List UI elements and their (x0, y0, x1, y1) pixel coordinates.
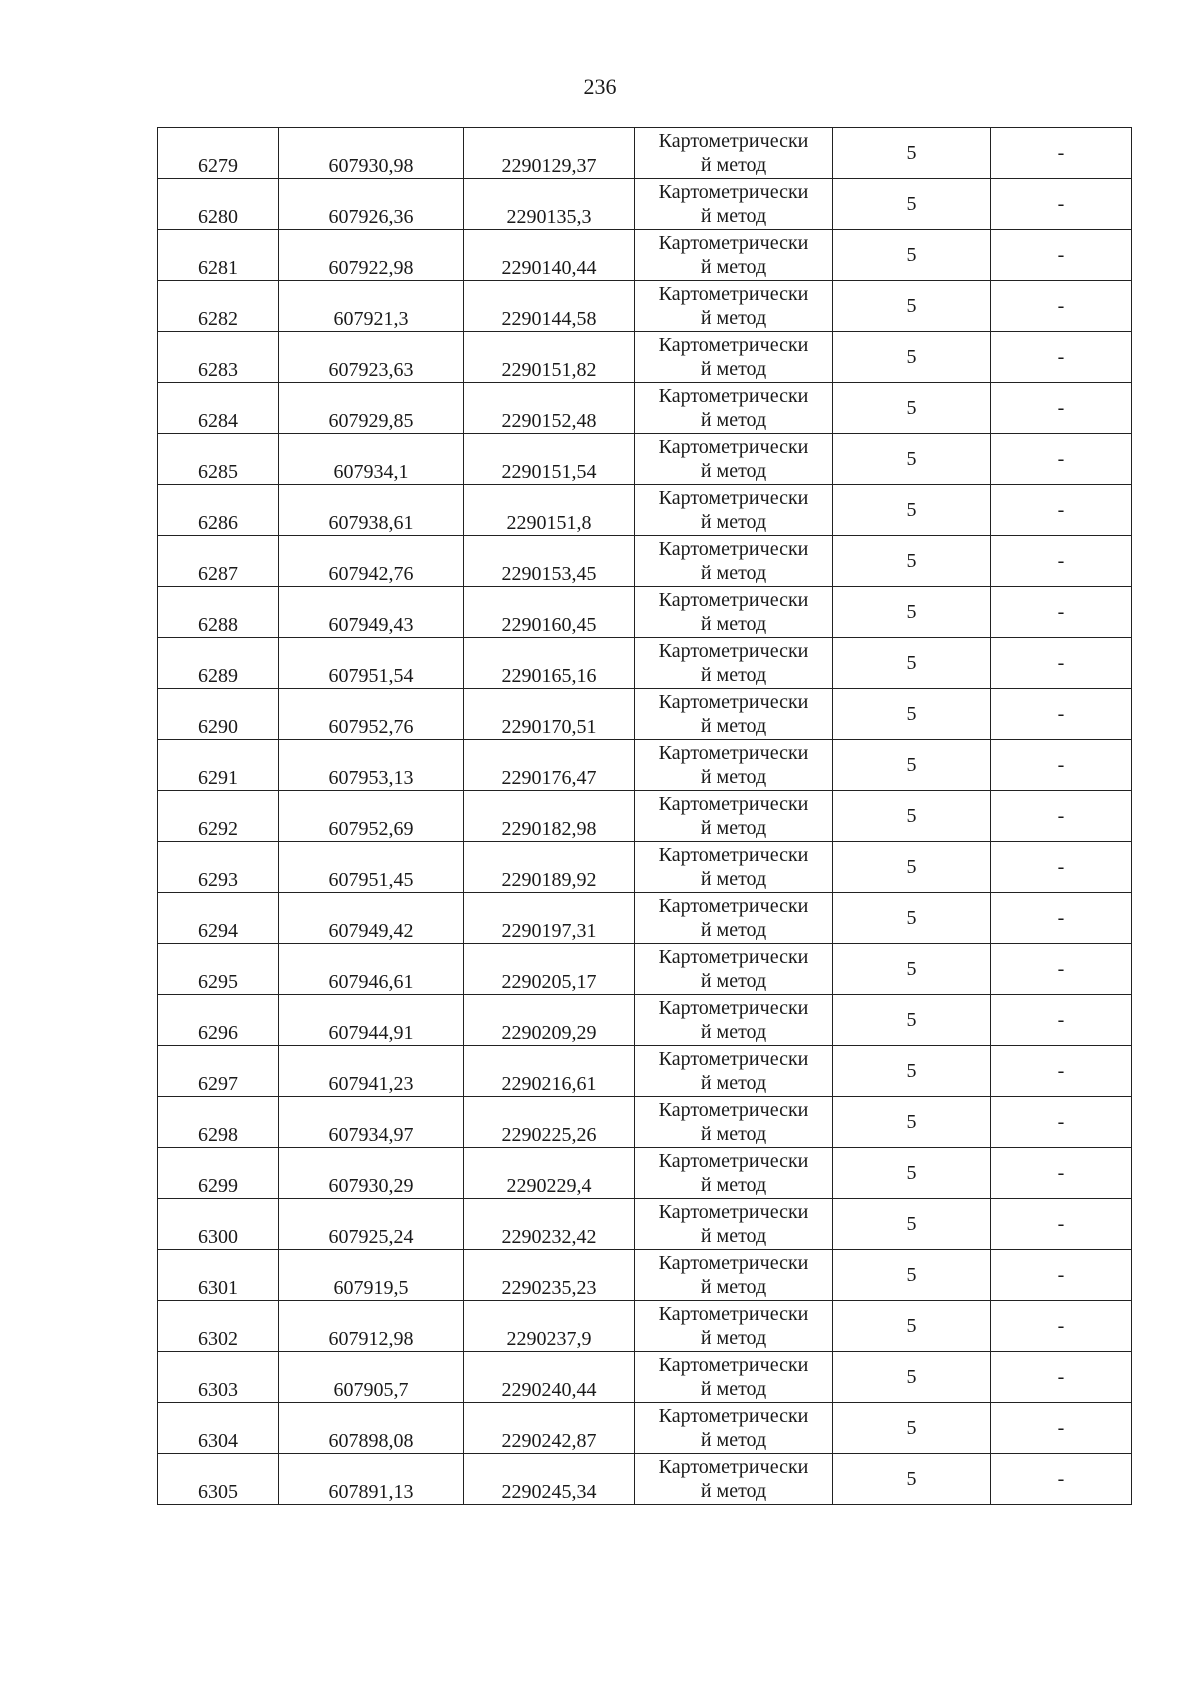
note-cell: - (991, 587, 1132, 638)
note-cell: - (991, 944, 1132, 995)
y-coordinate-cell: 2290232,42 (464, 1199, 635, 1250)
method-text-line: й метод (700, 613, 767, 635)
accuracy-cell: 5 (833, 638, 991, 689)
x-coordinate-cell: 607949,43 (279, 587, 464, 638)
y-coordinate-cell: 2290229,4 (464, 1148, 635, 1199)
method-text-line: й метод (700, 1225, 767, 1247)
point-number-cell: 6289 (158, 638, 279, 689)
table-row (158, 1250, 1132, 1301)
method-text-line: Картометрически (658, 1405, 809, 1427)
method-cell (635, 791, 833, 842)
note-cell: - (991, 1352, 1132, 1403)
method-text-line: Картометрически (658, 385, 809, 407)
point-number-cell: 6297 (158, 1046, 279, 1097)
accuracy-cell: 5 (833, 434, 991, 485)
method-text-line: й метод (700, 256, 767, 278)
y-coordinate-cell: 2290237,9 (464, 1301, 635, 1352)
method-cell (635, 536, 833, 587)
table-row (158, 1199, 1132, 1250)
point-number-cell: 6279 (158, 128, 279, 179)
table-row (158, 1301, 1132, 1352)
note-cell: - (991, 1301, 1132, 1352)
x-coordinate-cell: 607949,42 (279, 893, 464, 944)
method-text-line: Картометрически (658, 181, 809, 203)
method-cell (635, 1301, 833, 1352)
method-text-line: й метод (700, 766, 767, 788)
x-coordinate-cell: 607934,97 (279, 1097, 464, 1148)
method-text-line: й метод (700, 1378, 767, 1400)
accuracy-cell: 5 (833, 842, 991, 893)
note-cell: - (991, 179, 1132, 230)
y-coordinate-cell: 2290182,98 (464, 791, 635, 842)
method-cell (635, 1352, 833, 1403)
method-text-line: й метод (700, 154, 767, 176)
accuracy-cell: 5 (833, 383, 991, 434)
accuracy-cell: 5 (833, 230, 991, 281)
y-coordinate-cell: 2290245,34 (464, 1454, 635, 1505)
point-number-cell: 6301 (158, 1250, 279, 1301)
accuracy-cell: 5 (833, 128, 991, 179)
table-row (158, 791, 1132, 842)
method-cell (635, 281, 833, 332)
method-text-line: й метод (700, 970, 767, 992)
point-number-cell: 6293 (158, 842, 279, 893)
y-coordinate-cell: 2290144,58 (464, 281, 635, 332)
method-text-line: Картометрически (658, 895, 809, 917)
table-row (158, 995, 1132, 1046)
method-text-line: й метод (700, 1276, 767, 1298)
table-row (158, 842, 1132, 893)
note-cell: - (991, 1250, 1132, 1301)
note-cell: - (991, 995, 1132, 1046)
y-coordinate-cell: 2290140,44 (464, 230, 635, 281)
method-cell (635, 1097, 833, 1148)
point-number-cell: 6304 (158, 1403, 279, 1454)
table-row (158, 383, 1132, 434)
x-coordinate-cell: 607925,24 (279, 1199, 464, 1250)
point-number-cell: 6303 (158, 1352, 279, 1403)
point-number-cell: 6300 (158, 1199, 279, 1250)
x-coordinate-cell: 607952,76 (279, 689, 464, 740)
x-coordinate-cell: 607953,13 (279, 740, 464, 791)
method-text-line: й метод (700, 715, 767, 737)
y-coordinate-cell: 2290151,8 (464, 485, 635, 536)
note-cell: - (991, 128, 1132, 179)
method-text-line: й метод (700, 562, 767, 584)
y-coordinate-cell: 2290240,44 (464, 1352, 635, 1403)
note-cell: - (991, 1199, 1132, 1250)
y-coordinate-cell: 2290225,26 (464, 1097, 635, 1148)
accuracy-cell: 5 (833, 1046, 991, 1097)
table-row (158, 740, 1132, 791)
method-cell (635, 434, 833, 485)
method-text-line: й метод (700, 1480, 767, 1502)
method-text-line: Картометрически (658, 436, 809, 458)
accuracy-cell: 5 (833, 536, 991, 587)
x-coordinate-cell: 607951,54 (279, 638, 464, 689)
x-coordinate-cell: 607919,5 (279, 1250, 464, 1301)
method-text-line: Картометрически (658, 793, 809, 815)
x-coordinate-cell: 607922,98 (279, 230, 464, 281)
x-coordinate-cell: 607934,1 (279, 434, 464, 485)
accuracy-cell: 5 (833, 995, 991, 1046)
table-row (158, 179, 1132, 230)
y-coordinate-cell: 2290153,45 (464, 536, 635, 587)
table-row (158, 638, 1132, 689)
method-text-line: й метод (700, 460, 767, 482)
method-text-line: Картометрически (658, 487, 809, 509)
method-text-line: Картометрически (658, 1456, 809, 1478)
point-number-cell: 6288 (158, 587, 279, 638)
method-text-line: Картометрически (658, 1048, 809, 1070)
page-number: 236 (583, 74, 617, 99)
point-number-cell: 6298 (158, 1097, 279, 1148)
x-coordinate-cell: 607926,36 (279, 179, 464, 230)
note-cell: - (991, 434, 1132, 485)
method-cell (635, 1403, 833, 1454)
table-row (158, 332, 1132, 383)
method-text-line: й метод (700, 664, 767, 686)
accuracy-cell: 5 (833, 587, 991, 638)
accuracy-cell: 5 (833, 485, 991, 536)
y-coordinate-cell: 2290135,3 (464, 179, 635, 230)
method-text-line: Картометрически (658, 334, 809, 356)
method-text-line: й метод (700, 1174, 767, 1196)
method-cell (635, 842, 833, 893)
point-number-cell: 6286 (158, 485, 279, 536)
method-text-line: Картометрически (658, 640, 809, 662)
x-coordinate-cell: 607942,76 (279, 536, 464, 587)
y-coordinate-cell: 2290197,31 (464, 893, 635, 944)
accuracy-cell: 5 (833, 893, 991, 944)
point-number-cell: 6296 (158, 995, 279, 1046)
method-cell (635, 587, 833, 638)
point-number-cell: 6290 (158, 689, 279, 740)
y-coordinate-cell: 2290152,48 (464, 383, 635, 434)
x-coordinate-cell: 607921,3 (279, 281, 464, 332)
table-row (158, 1148, 1132, 1199)
y-coordinate-cell: 2290160,45 (464, 587, 635, 638)
note-cell: - (991, 842, 1132, 893)
method-text-line: Картометрически (658, 130, 809, 152)
point-number-cell: 6284 (158, 383, 279, 434)
x-coordinate-cell: 607930,98 (279, 128, 464, 179)
point-number-cell: 6285 (158, 434, 279, 485)
table-row (158, 434, 1132, 485)
method-cell (635, 485, 833, 536)
y-coordinate-cell: 2290209,29 (464, 995, 635, 1046)
x-coordinate-cell: 607944,91 (279, 995, 464, 1046)
table-row (158, 128, 1132, 179)
point-number-cell: 6283 (158, 332, 279, 383)
x-coordinate-cell: 607929,85 (279, 383, 464, 434)
method-text-line: й метод (700, 817, 767, 839)
method-text-line: Картометрически (658, 589, 809, 611)
table-row (158, 281, 1132, 332)
method-cell (635, 740, 833, 791)
note-cell: - (991, 281, 1132, 332)
coordinates-table (157, 127, 1132, 1505)
table-row (158, 1403, 1132, 1454)
table-row (158, 485, 1132, 536)
point-number-cell: 6280 (158, 179, 279, 230)
note-cell: - (991, 740, 1132, 791)
method-cell (635, 689, 833, 740)
note-cell: - (991, 1454, 1132, 1505)
table-row (158, 944, 1132, 995)
method-text-line: й метод (700, 1327, 767, 1349)
accuracy-cell: 5 (833, 1148, 991, 1199)
x-coordinate-cell: 607938,61 (279, 485, 464, 536)
note-cell: - (991, 383, 1132, 434)
method-text-line: й метод (700, 307, 767, 329)
method-cell (635, 995, 833, 1046)
note-cell: - (991, 485, 1132, 536)
x-coordinate-cell: 607951,45 (279, 842, 464, 893)
accuracy-cell: 5 (833, 281, 991, 332)
method-text-line: Картометрически (658, 538, 809, 560)
table-row (158, 1454, 1132, 1505)
accuracy-cell: 5 (833, 944, 991, 995)
method-cell (635, 383, 833, 434)
method-cell (635, 638, 833, 689)
note-cell: - (991, 1148, 1132, 1199)
method-cell (635, 332, 833, 383)
x-coordinate-cell: 607923,63 (279, 332, 464, 383)
x-coordinate-cell: 607891,13 (279, 1454, 464, 1505)
method-text-line: Картометрически (658, 1099, 809, 1121)
method-text-line: й метод (700, 358, 767, 380)
point-number-cell: 6294 (158, 893, 279, 944)
method-cell (635, 1250, 833, 1301)
table-row (158, 1097, 1132, 1148)
y-coordinate-cell: 2290151,54 (464, 434, 635, 485)
method-cell (635, 893, 833, 944)
x-coordinate-cell: 607952,69 (279, 791, 464, 842)
point-number-cell: 6305 (158, 1454, 279, 1505)
method-cell (635, 179, 833, 230)
note-cell: - (991, 230, 1132, 281)
point-number-cell: 6282 (158, 281, 279, 332)
accuracy-cell: 5 (833, 1454, 991, 1505)
method-text-line: й метод (700, 1021, 767, 1043)
method-text-line: Картометрически (658, 1354, 809, 1376)
y-coordinate-cell: 2290176,47 (464, 740, 635, 791)
y-coordinate-cell: 2290189,92 (464, 842, 635, 893)
note-cell: - (991, 536, 1132, 587)
y-coordinate-cell: 2290205,17 (464, 944, 635, 995)
table-body (158, 128, 1132, 1505)
note-cell: - (991, 1046, 1132, 1097)
note-cell: - (991, 791, 1132, 842)
table-row (158, 230, 1132, 281)
y-coordinate-cell: 2290170,51 (464, 689, 635, 740)
y-coordinate-cell: 2290165,16 (464, 638, 635, 689)
x-coordinate-cell: 607941,23 (279, 1046, 464, 1097)
method-text-line: Картометрически (658, 232, 809, 254)
y-coordinate-cell: 2290216,61 (464, 1046, 635, 1097)
x-coordinate-cell: 607912,98 (279, 1301, 464, 1352)
method-text-line: Картометрически (658, 1201, 809, 1223)
method-text-line: й метод (700, 1429, 767, 1451)
method-text-line: Картометрически (658, 283, 809, 305)
accuracy-cell: 5 (833, 740, 991, 791)
table-row (158, 1046, 1132, 1097)
note-cell: - (991, 1403, 1132, 1454)
y-coordinate-cell: 2290242,87 (464, 1403, 635, 1454)
x-coordinate-cell: 607905,7 (279, 1352, 464, 1403)
point-number-cell: 6299 (158, 1148, 279, 1199)
method-cell (635, 944, 833, 995)
method-text-line: Картометрически (658, 1303, 809, 1325)
method-text-line: Картометрически (658, 844, 809, 866)
accuracy-cell: 5 (833, 1097, 991, 1148)
method-text-line: й метод (700, 1072, 767, 1094)
table-row (158, 893, 1132, 944)
x-coordinate-cell: 607898,08 (279, 1403, 464, 1454)
y-coordinate-cell: 2290235,23 (464, 1250, 635, 1301)
accuracy-cell: 5 (833, 1199, 991, 1250)
method-cell (635, 1454, 833, 1505)
method-text-line: Картометрически (658, 997, 809, 1019)
method-text-line: Картометрически (658, 742, 809, 764)
table-row (158, 1352, 1132, 1403)
point-number-cell: 6291 (158, 740, 279, 791)
table-row (158, 536, 1132, 587)
note-cell: - (991, 332, 1132, 383)
accuracy-cell: 5 (833, 179, 991, 230)
x-coordinate-cell: 607930,29 (279, 1148, 464, 1199)
method-text-line: й метод (700, 868, 767, 890)
accuracy-cell: 5 (833, 1250, 991, 1301)
note-cell: - (991, 893, 1132, 944)
point-number-cell: 6287 (158, 536, 279, 587)
note-cell: - (991, 1097, 1132, 1148)
accuracy-cell: 5 (833, 689, 991, 740)
method-text-line: Картометрически (658, 1150, 809, 1172)
method-text-line: Картометрически (658, 691, 809, 713)
point-number-cell: 6292 (158, 791, 279, 842)
accuracy-cell: 5 (833, 791, 991, 842)
method-text-line: Картометрически (658, 1252, 809, 1274)
method-text-line: й метод (700, 205, 767, 227)
point-number-cell: 6281 (158, 230, 279, 281)
note-cell: - (991, 638, 1132, 689)
y-coordinate-cell: 2290151,82 (464, 332, 635, 383)
method-cell (635, 230, 833, 281)
table-row (158, 587, 1132, 638)
accuracy-cell: 5 (833, 332, 991, 383)
method-text-line: й метод (700, 409, 767, 431)
point-number-cell: 6295 (158, 944, 279, 995)
method-text-line: Картометрически (658, 946, 809, 968)
x-coordinate-cell: 607946,61 (279, 944, 464, 995)
accuracy-cell: 5 (833, 1352, 991, 1403)
y-coordinate-cell: 2290129,37 (464, 128, 635, 179)
method-cell (635, 1199, 833, 1250)
method-cell (635, 128, 833, 179)
table-row (158, 689, 1132, 740)
method-cell (635, 1148, 833, 1199)
method-text-line: й метод (700, 511, 767, 533)
method-text-line: й метод (700, 919, 767, 941)
accuracy-cell: 5 (833, 1403, 991, 1454)
accuracy-cell: 5 (833, 1301, 991, 1352)
method-cell (635, 1046, 833, 1097)
point-number-cell: 6302 (158, 1301, 279, 1352)
note-cell: - (991, 689, 1132, 740)
method-text-line: й метод (700, 1123, 767, 1145)
